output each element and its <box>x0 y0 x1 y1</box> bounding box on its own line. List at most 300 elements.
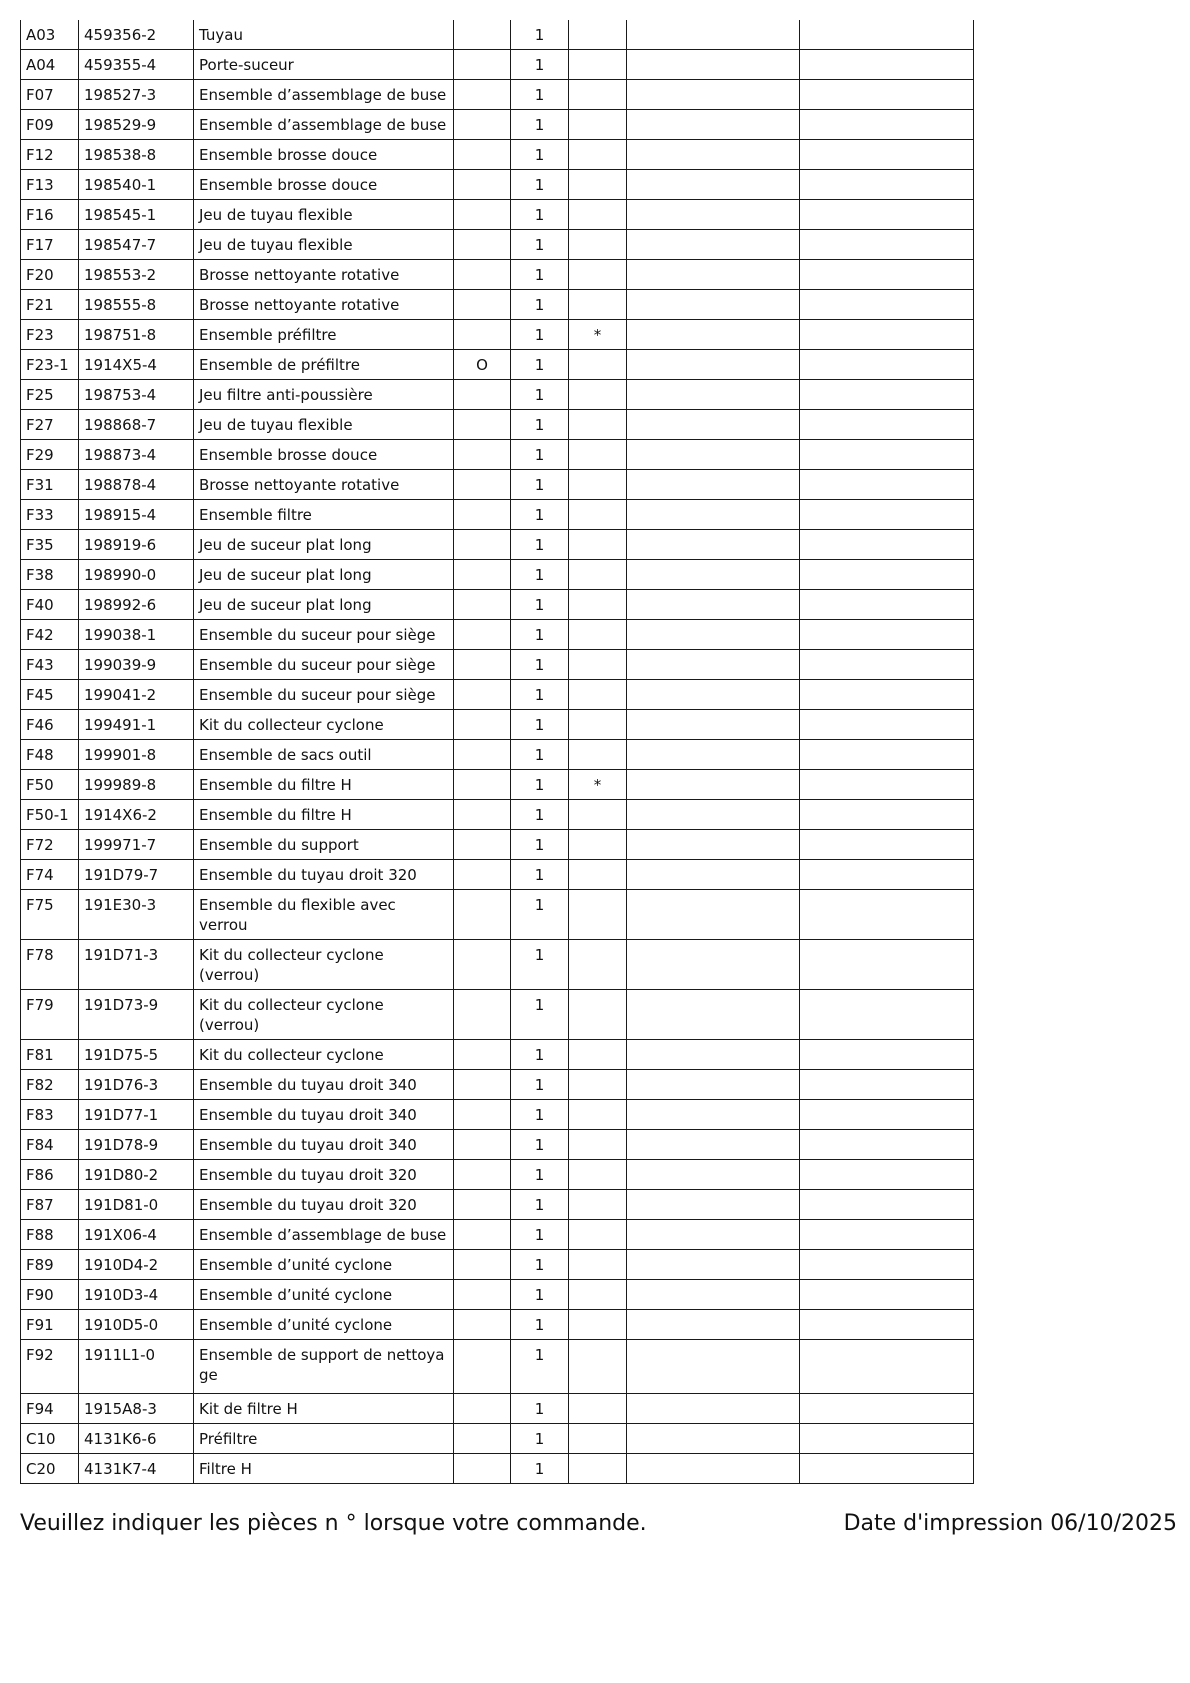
table-row <box>21 440 974 470</box>
table-row <box>21 1454 974 1484</box>
part-option-cell <box>454 590 511 620</box>
part-mark-cell <box>569 1250 627 1280</box>
part-name-cell: Jeu de tuyau flexible <box>194 230 454 260</box>
part-mark-cell <box>569 650 627 680</box>
part-option-cell <box>454 830 511 860</box>
part-option-cell <box>454 620 511 650</box>
part-qty-cell: 1 <box>511 350 569 380</box>
part-name-cell: Ensemble d’unité cyclone <box>194 1280 454 1310</box>
part-ref-cell: F17 <box>21 230 79 260</box>
blank-cell-2 <box>800 140 974 170</box>
blank-cell-2 <box>800 110 974 140</box>
part-option-cell <box>454 290 511 320</box>
part-option-cell: O <box>454 350 511 380</box>
part-code-cell: 198919-6 <box>79 530 194 560</box>
part-mark-cell <box>569 740 627 770</box>
part-qty-cell: 1 <box>511 290 569 320</box>
part-code-cell: 191D79-7 <box>79 860 194 890</box>
part-ref-cell: F78 <box>21 940 79 990</box>
table-row <box>21 1220 974 1250</box>
part-code-cell: 459356-2 <box>79 20 194 50</box>
part-option-cell <box>454 320 511 350</box>
part-qty-cell: 1 <box>511 650 569 680</box>
part-name-cell: Jeu de suceur plat long <box>194 530 454 560</box>
table-row <box>21 940 974 990</box>
part-option-cell <box>454 1100 511 1130</box>
part-name-cell: Jeu de tuyau flexible <box>194 200 454 230</box>
part-mark-cell <box>569 20 627 50</box>
order-instruction-note: Veuillez indiquer les pièces n ° lorsque votre commande. <box>20 1511 647 1536</box>
part-qty-cell: 1 <box>511 860 569 890</box>
table-row <box>21 800 974 830</box>
part-option-cell <box>454 500 511 530</box>
blank-cell-2 <box>800 1190 974 1220</box>
part-qty-cell: 1 <box>511 410 569 440</box>
part-name-cell: Ensemble préfiltre <box>194 320 454 350</box>
part-mark-cell <box>569 830 627 860</box>
blank-cell-1 <box>627 380 800 410</box>
part-ref-cell: C20 <box>21 1454 79 1484</box>
part-code-cell: 191D80-2 <box>79 1160 194 1190</box>
part-option-cell <box>454 1040 511 1070</box>
blank-cell-2 <box>800 680 974 710</box>
part-mark-cell: * <box>569 770 627 800</box>
part-code-cell: 199989-8 <box>79 770 194 800</box>
table-row <box>21 860 974 890</box>
part-mark-cell <box>569 170 627 200</box>
part-code-cell: 199041-2 <box>79 680 194 710</box>
part-code-cell: 191D73-9 <box>79 990 194 1040</box>
part-mark-cell <box>569 1190 627 1220</box>
part-code-cell: 191X06-4 <box>79 1220 194 1250</box>
part-option-cell <box>454 140 511 170</box>
part-ref-cell: F86 <box>21 1160 79 1190</box>
part-code-cell: 1911L1-0 <box>79 1340 194 1394</box>
part-option-cell <box>454 680 511 710</box>
part-code-cell: 198751-8 <box>79 320 194 350</box>
blank-cell-2 <box>800 560 974 590</box>
part-qty-cell: 1 <box>511 940 569 990</box>
blank-cell-1 <box>627 770 800 800</box>
part-name-cell: Kit du collecteur cyclone <box>194 1040 454 1070</box>
part-ref-cell: F43 <box>21 650 79 680</box>
part-mark-cell <box>569 1130 627 1160</box>
part-qty-cell: 1 <box>511 320 569 350</box>
blank-cell-2 <box>800 710 974 740</box>
part-qty-cell: 1 <box>511 990 569 1040</box>
part-option-cell <box>454 1250 511 1280</box>
table-row <box>21 260 974 290</box>
part-code-cell: 1910D3-4 <box>79 1280 194 1310</box>
blank-cell-1 <box>627 260 800 290</box>
blank-cell-2 <box>800 890 974 940</box>
part-option-cell <box>454 530 511 560</box>
blank-cell-1 <box>627 710 800 740</box>
part-name-cell: Ensemble brosse douce <box>194 140 454 170</box>
part-option-cell <box>454 470 511 500</box>
table-row <box>21 990 974 1040</box>
blank-cell-2 <box>800 650 974 680</box>
table-row <box>21 350 974 380</box>
part-ref-cell: F75 <box>21 890 79 940</box>
blank-cell-2 <box>800 1340 974 1394</box>
blank-cell-1 <box>627 650 800 680</box>
part-code-cell: 1914X6-2 <box>79 800 194 830</box>
part-ref-cell: F92 <box>21 1340 79 1394</box>
part-name-cell: Ensemble de support de nettoya ge <box>194 1340 454 1394</box>
blank-cell-2 <box>800 1310 974 1340</box>
part-qty-cell: 1 <box>511 80 569 110</box>
part-qty-cell: 1 <box>511 560 569 590</box>
part-qty-cell: 1 <box>511 1310 569 1340</box>
part-name-cell: Ensemble du tuyau droit 340 <box>194 1100 454 1130</box>
part-qty-cell: 1 <box>511 1340 569 1394</box>
part-qty-cell: 1 <box>511 1250 569 1280</box>
part-qty-cell: 1 <box>511 620 569 650</box>
part-code-cell: 198992-6 <box>79 590 194 620</box>
blank-cell-2 <box>800 1130 974 1160</box>
part-option-cell <box>454 740 511 770</box>
part-name-cell: Jeu filtre anti-poussière <box>194 380 454 410</box>
part-code-cell: 191E30-3 <box>79 890 194 940</box>
table-row <box>21 50 974 80</box>
blank-cell-1 <box>627 1160 800 1190</box>
part-name-cell: Porte-suceur <box>194 50 454 80</box>
part-ref-cell: F50 <box>21 770 79 800</box>
part-name-cell: Ensemble du suceur pour siège <box>194 680 454 710</box>
part-qty-cell: 1 <box>511 1130 569 1160</box>
table-row <box>21 200 974 230</box>
table-row <box>21 1424 974 1454</box>
blank-cell-1 <box>627 1280 800 1310</box>
part-name-cell: Ensemble de sacs outil <box>194 740 454 770</box>
table-row <box>21 830 974 860</box>
part-code-cell: 198868-7 <box>79 410 194 440</box>
part-ref-cell: F33 <box>21 500 79 530</box>
blank-cell-1 <box>627 560 800 590</box>
part-ref-cell: F74 <box>21 860 79 890</box>
part-mark-cell <box>569 1454 627 1484</box>
part-ref-cell: F38 <box>21 560 79 590</box>
part-mark-cell <box>569 380 627 410</box>
part-code-cell: 459355-4 <box>79 50 194 80</box>
part-mark-cell <box>569 1394 627 1424</box>
blank-cell-1 <box>627 740 800 770</box>
part-ref-cell: C10 <box>21 1424 79 1454</box>
part-ref-cell: F46 <box>21 710 79 740</box>
part-name-cell: Ensemble d’assemblage de buse <box>194 110 454 140</box>
blank-cell-2 <box>800 1280 974 1310</box>
table-row <box>21 110 974 140</box>
part-qty-cell: 1 <box>511 260 569 290</box>
blank-cell-2 <box>800 350 974 380</box>
part-code-cell: 199901-8 <box>79 740 194 770</box>
blank-cell-1 <box>627 200 800 230</box>
part-code-cell: 198873-4 <box>79 440 194 470</box>
part-name-cell: Brosse nettoyante rotative <box>194 260 454 290</box>
part-code-cell: 198915-4 <box>79 500 194 530</box>
part-option-cell <box>454 990 511 1040</box>
part-name-cell: Kit du collecteur cyclone <box>194 710 454 740</box>
table-row <box>21 1250 974 1280</box>
blank-cell-1 <box>627 410 800 440</box>
part-mark-cell <box>569 500 627 530</box>
part-option-cell <box>454 770 511 800</box>
part-code-cell: 198547-7 <box>79 230 194 260</box>
blank-cell-2 <box>800 770 974 800</box>
blank-cell-2 <box>800 590 974 620</box>
table-row <box>21 380 974 410</box>
part-name-cell: Jeu de suceur plat long <box>194 560 454 590</box>
table-row <box>21 890 974 940</box>
part-ref-cell: F20 <box>21 260 79 290</box>
blank-cell-2 <box>800 1394 974 1424</box>
part-qty-cell: 1 <box>511 230 569 260</box>
part-code-cell: 191D81-0 <box>79 1190 194 1220</box>
blank-cell-2 <box>800 740 974 770</box>
part-mark-cell <box>569 890 627 940</box>
part-code-cell: 191D71-3 <box>79 940 194 990</box>
parts-table-body <box>21 20 974 1484</box>
part-option-cell <box>454 110 511 140</box>
blank-cell-2 <box>800 380 974 410</box>
table-row <box>21 710 974 740</box>
blank-cell-2 <box>800 1040 974 1070</box>
part-name-cell: Ensemble du tuyau droit 340 <box>194 1130 454 1160</box>
blank-cell-2 <box>800 440 974 470</box>
blank-cell-1 <box>627 590 800 620</box>
table-row <box>21 1394 974 1424</box>
part-qty-cell: 1 <box>511 470 569 500</box>
blank-cell-1 <box>627 1310 800 1340</box>
part-ref-cell: F16 <box>21 200 79 230</box>
part-ref-cell: F82 <box>21 1070 79 1100</box>
part-ref-cell: F88 <box>21 1220 79 1250</box>
part-code-cell: 198545-1 <box>79 200 194 230</box>
part-name-cell: Ensemble d’unité cyclone <box>194 1250 454 1280</box>
part-ref-cell: F40 <box>21 590 79 620</box>
blank-cell-2 <box>800 500 974 530</box>
part-ref-cell: F29 <box>21 440 79 470</box>
part-mark-cell: * <box>569 320 627 350</box>
part-code-cell: 191D77-1 <box>79 1100 194 1130</box>
part-name-cell: Jeu de tuyau flexible <box>194 410 454 440</box>
table-row <box>21 20 974 50</box>
part-ref-cell: F72 <box>21 830 79 860</box>
part-ref-cell: F07 <box>21 80 79 110</box>
part-qty-cell: 1 <box>511 1190 569 1220</box>
blank-cell-1 <box>627 1394 800 1424</box>
blank-cell-1 <box>627 50 800 80</box>
blank-cell-2 <box>800 170 974 200</box>
blank-cell-2 <box>800 320 974 350</box>
blank-cell-2 <box>800 990 974 1040</box>
part-code-cell: 1910D5-0 <box>79 1310 194 1340</box>
table-row <box>21 1280 974 1310</box>
blank-cell-1 <box>627 1250 800 1280</box>
part-mark-cell <box>569 1220 627 1250</box>
part-option-cell <box>454 650 511 680</box>
part-option-cell <box>454 1310 511 1340</box>
part-qty-cell: 1 <box>511 530 569 560</box>
blank-cell-1 <box>627 860 800 890</box>
part-mark-cell <box>569 990 627 1040</box>
part-mark-cell <box>569 470 627 500</box>
part-ref-cell: F45 <box>21 680 79 710</box>
part-option-cell <box>454 170 511 200</box>
blank-cell-1 <box>627 990 800 1040</box>
part-qty-cell: 1 <box>511 1424 569 1454</box>
part-qty-cell: 1 <box>511 500 569 530</box>
blank-cell-2 <box>800 200 974 230</box>
table-row <box>21 1070 974 1100</box>
part-name-cell: Brosse nettoyante rotative <box>194 290 454 320</box>
part-qty-cell: 1 <box>511 1280 569 1310</box>
part-mark-cell <box>569 940 627 990</box>
part-qty-cell: 1 <box>511 800 569 830</box>
part-ref-cell: F35 <box>21 530 79 560</box>
blank-cell-2 <box>800 1220 974 1250</box>
part-qty-cell: 1 <box>511 1454 569 1484</box>
part-name-cell: Kit du collecteur cyclone (verrou) <box>194 940 454 990</box>
part-name-cell: Tuyau <box>194 20 454 50</box>
part-qty-cell: 1 <box>511 710 569 740</box>
part-name-cell: Kit de filtre H <box>194 1394 454 1424</box>
table-row <box>21 1190 974 1220</box>
part-option-cell <box>454 1394 511 1424</box>
part-option-cell <box>454 560 511 590</box>
part-option-cell <box>454 710 511 740</box>
blank-cell-2 <box>800 860 974 890</box>
table-row <box>21 1160 974 1190</box>
part-ref-cell: F23-1 <box>21 350 79 380</box>
part-code-cell: 191D76-3 <box>79 1070 194 1100</box>
part-ref-cell: F91 <box>21 1310 79 1340</box>
part-qty-cell: 1 <box>511 1040 569 1070</box>
part-ref-cell: F90 <box>21 1280 79 1310</box>
blank-cell-2 <box>800 230 974 260</box>
part-name-cell: Ensemble du tuyau droit 340 <box>194 1070 454 1100</box>
part-ref-cell: F09 <box>21 110 79 140</box>
part-qty-cell: 1 <box>511 1394 569 1424</box>
part-code-cell: 4131K6-6 <box>79 1424 194 1454</box>
part-option-cell <box>454 1130 511 1160</box>
part-name-cell: Ensemble du support <box>194 830 454 860</box>
part-ref-cell: F94 <box>21 1394 79 1424</box>
blank-cell-2 <box>800 830 974 860</box>
part-option-cell <box>454 1280 511 1310</box>
part-ref-cell: F87 <box>21 1190 79 1220</box>
part-ref-cell: A04 <box>21 50 79 80</box>
blank-cell-2 <box>800 80 974 110</box>
part-ref-cell: F31 <box>21 470 79 500</box>
blank-cell-2 <box>800 1424 974 1454</box>
part-qty-cell: 1 <box>511 440 569 470</box>
part-mark-cell <box>569 1424 627 1454</box>
part-mark-cell <box>569 200 627 230</box>
part-option-cell <box>454 1454 511 1484</box>
part-qty-cell: 1 <box>511 830 569 860</box>
blank-cell-1 <box>627 1340 800 1394</box>
part-name-cell: Ensemble du suceur pour siège <box>194 650 454 680</box>
blank-cell-2 <box>800 620 974 650</box>
table-row <box>21 1100 974 1130</box>
part-mark-cell <box>569 290 627 320</box>
part-qty-cell: 1 <box>511 890 569 940</box>
part-code-cell: 198540-1 <box>79 170 194 200</box>
part-option-cell <box>454 230 511 260</box>
blank-cell-1 <box>627 1100 800 1130</box>
blank-cell-1 <box>627 500 800 530</box>
blank-cell-1 <box>627 440 800 470</box>
blank-cell-1 <box>627 830 800 860</box>
part-qty-cell: 1 <box>511 680 569 710</box>
table-row <box>21 1340 974 1394</box>
part-ref-cell: F12 <box>21 140 79 170</box>
part-ref-cell: F27 <box>21 410 79 440</box>
part-mark-cell <box>569 800 627 830</box>
table-row <box>21 680 974 710</box>
part-mark-cell <box>569 620 627 650</box>
part-ref-cell: F21 <box>21 290 79 320</box>
part-name-cell: Ensemble du flexible avec verrou <box>194 890 454 940</box>
part-mark-cell <box>569 1100 627 1130</box>
blank-cell-1 <box>627 1130 800 1160</box>
part-option-cell <box>454 440 511 470</box>
part-code-cell: 198753-4 <box>79 380 194 410</box>
part-name-cell: Ensemble du filtre H <box>194 770 454 800</box>
part-mark-cell <box>569 140 627 170</box>
part-ref-cell: F42 <box>21 620 79 650</box>
blank-cell-1 <box>627 1040 800 1070</box>
part-code-cell: 1914X5-4 <box>79 350 194 380</box>
part-qty-cell: 1 <box>511 770 569 800</box>
part-name-cell: Ensemble du tuyau droit 320 <box>194 860 454 890</box>
part-qty-cell: 1 <box>511 140 569 170</box>
blank-cell-1 <box>627 470 800 500</box>
blank-cell-1 <box>627 140 800 170</box>
table-row <box>21 500 974 530</box>
part-mark-cell <box>569 110 627 140</box>
part-mark-cell <box>569 680 627 710</box>
part-qty-cell: 1 <box>511 1070 569 1100</box>
blank-cell-2 <box>800 1160 974 1190</box>
part-mark-cell <box>569 590 627 620</box>
part-qty-cell: 1 <box>511 1220 569 1250</box>
table-row <box>21 1130 974 1160</box>
part-mark-cell <box>569 1070 627 1100</box>
part-qty-cell: 1 <box>511 590 569 620</box>
part-name-cell: Ensemble filtre <box>194 500 454 530</box>
part-mark-cell <box>569 350 627 380</box>
part-code-cell: 199038-1 <box>79 620 194 650</box>
part-option-cell <box>454 380 511 410</box>
blank-cell-1 <box>627 680 800 710</box>
part-code-cell: 199491-1 <box>79 710 194 740</box>
part-option-cell <box>454 20 511 50</box>
part-code-cell: 1910D4-2 <box>79 1250 194 1280</box>
table-row <box>21 560 974 590</box>
part-qty-cell: 1 <box>511 20 569 50</box>
blank-cell-1 <box>627 110 800 140</box>
blank-cell-2 <box>800 1454 974 1484</box>
blank-cell-1 <box>627 620 800 650</box>
part-name-cell: Jeu de suceur plat long <box>194 590 454 620</box>
blank-cell-1 <box>627 890 800 940</box>
part-mark-cell <box>569 1160 627 1190</box>
blank-cell-1 <box>627 350 800 380</box>
part-name-cell: Ensemble brosse douce <box>194 440 454 470</box>
